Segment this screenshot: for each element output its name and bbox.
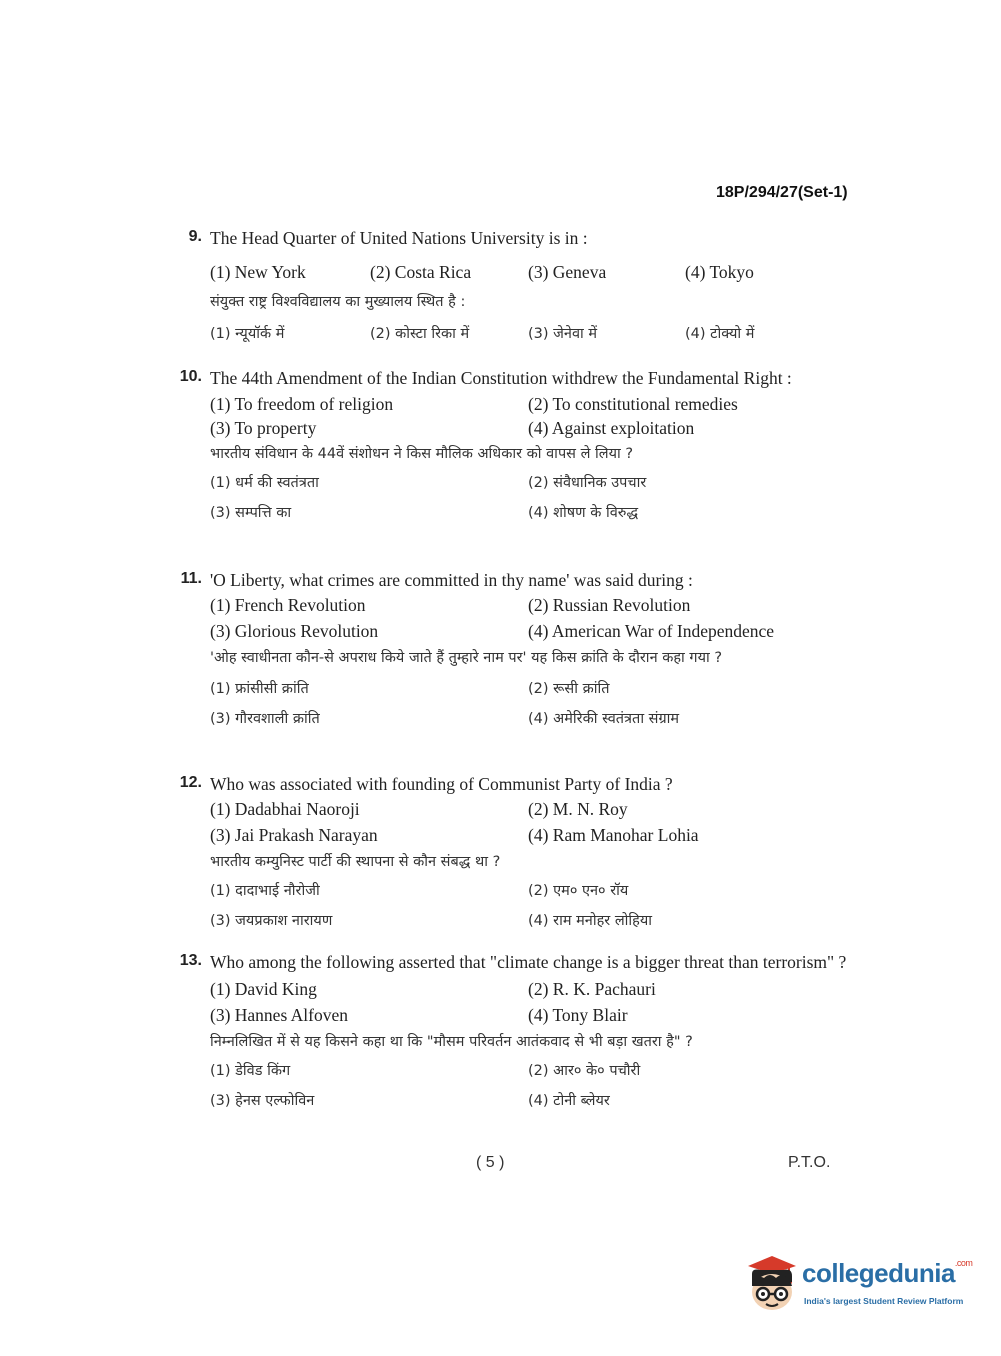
option-hi-1: (1) न्यूयॉर्क में	[210, 326, 285, 342]
question-text-en: Who among the following asserted that "climate change is a bigger threat than terrorism" ?	[210, 952, 847, 972]
option-en-1: (1) David King	[210, 979, 317, 999]
option-hi-1: (1) फ्रांसीसी क्रांति	[210, 681, 309, 697]
pto-label: P.T.O.	[788, 1154, 831, 1171]
question-text-en: The Head Quarter of United Nations University is in :	[210, 228, 588, 248]
question-11	[160, 568, 850, 734]
question-12	[160, 772, 850, 936]
question-text-hi: संयुक्त राष्ट्र विश्वविद्यालय का मुख्यालय स्थित है :	[210, 294, 466, 310]
option-hi-1: (1) धर्म की स्वतंत्रता	[210, 475, 319, 491]
option-en-4: (4) Tony Blair	[528, 1005, 628, 1025]
option-en-4: (4) American War of Independence	[528, 621, 775, 641]
option-hi-1: (1) दादाभाई नौरोजी	[210, 883, 320, 899]
option-en-3: (3) Jai Prakash Narayan	[210, 825, 378, 845]
mascot-icon	[742, 1252, 800, 1314]
option-en-2: (2) Russian Revolution	[528, 595, 691, 615]
question-13	[160, 950, 850, 1116]
option-hi-4: (4) टोक्यो में	[685, 326, 755, 342]
option-en-4: (4) Against exploitation	[528, 418, 695, 438]
option-en-4: (4) Ram Manohar Lohia	[528, 825, 699, 845]
paper-code: 18P/294/27(Set-1)	[716, 184, 848, 201]
option-hi-4: (4) शोषण के विरुद्ध	[528, 505, 639, 521]
option-en-2: (2) R. K. Pachauri	[528, 979, 656, 999]
option-en-1: (1) French Revolution	[210, 595, 366, 615]
question-number: 13.	[179, 952, 202, 969]
option-hi-4: (4) राम मनोहर लोहिया	[528, 913, 653, 929]
option-hi-2: (2) रूसी क्रांति	[528, 681, 610, 697]
logo-wordmark: collegedunia	[802, 1258, 955, 1288]
option-en-4: (4) Tokyo	[685, 262, 754, 282]
option-hi-2: (2) कोस्टा रिका में	[370, 326, 470, 342]
option-en-1: (1) New York	[210, 262, 306, 282]
option-hi-4: (4) अमेरिकी स्वतंत्रता संग्राम	[528, 711, 680, 727]
question-text-hi: भारतीय कम्युनिस्ट पार्टी की स्थापना से कौन संबद्ध था ?	[210, 854, 501, 870]
question-text-en: The 44th Amendment of the Indian Constitution withdrew the Fundamental Right :	[210, 368, 792, 388]
option-hi-2: (2) संवैधानिक उपचार	[528, 475, 647, 491]
option-en-1: (1) Dadabhai Naoroji	[210, 799, 360, 819]
option-en-2: (2) Costa Rica	[370, 262, 472, 282]
question-10	[160, 366, 850, 528]
question-number: 10.	[179, 368, 202, 385]
option-en-1: (1) To freedom of religion	[210, 394, 394, 414]
option-en-3: (3) To property	[210, 418, 317, 438]
question-text-en: 'O Liberty, what crimes are committed in thy name' was said during :	[210, 570, 693, 590]
option-hi-2: (2) आर० के० पचौरी	[528, 1063, 641, 1079]
option-hi-3: (3) सम्पत्ति का	[210, 505, 292, 521]
page-number: ( 5 )	[476, 1154, 505, 1171]
question-text-hi: 'ओह स्वाधीनता कौन-से अपराध किये जाते हैं तुम्हारे नाम पर' यह किस क्रांति के दौरान कहा गया ?	[210, 650, 723, 666]
option-hi-4: (4) टोनी ब्लेयर	[528, 1093, 610, 1109]
option-en-3: (3) Glorious Revolution	[210, 621, 379, 641]
option-en-3: (3) Geneva	[528, 262, 607, 282]
question-text-hi: निम्नलिखित में से यह किसने कहा था कि "मौसम परिवर्तन आतंकवाद से भी बड़ा खतरा है" ?	[210, 1034, 693, 1050]
option-hi-1: (1) डेविड किंग	[210, 1063, 291, 1079]
option-hi-3: (3) जेनेवा में	[528, 326, 598, 342]
logo-tagline: India's largest Student Review Platform	[804, 1296, 964, 1306]
question-number: 11.	[180, 570, 202, 587]
option-en-2: (2) To constitutional remedies	[528, 394, 738, 414]
question-text-hi: भारतीय संविधान के 44वें संशोधन ने किस मौलिक अधिकार को वापस ले लिया ?	[210, 446, 634, 462]
option-en-2: (2) M. N. Roy	[528, 799, 628, 819]
option-hi-2: (2) एम० एन० रॉय	[528, 883, 629, 899]
question-number: 9.	[188, 228, 202, 245]
option-hi-3: (3) जयप्रकाश नारायण	[210, 913, 333, 929]
question-9	[160, 226, 850, 348]
option-hi-3: (3) हेनस एल्फोविन	[210, 1093, 315, 1109]
logo-suffix: .com	[954, 1258, 973, 1268]
option-en-3: (3) Hannes Alfoven	[210, 1005, 349, 1025]
collegedunia-logo	[742, 1252, 972, 1314]
question-text-en: Who was associated with founding of Communist Party of India ?	[210, 774, 673, 794]
question-number: 12.	[179, 774, 202, 791]
option-hi-3: (3) गौरवशाली क्रांति	[210, 711, 320, 727]
